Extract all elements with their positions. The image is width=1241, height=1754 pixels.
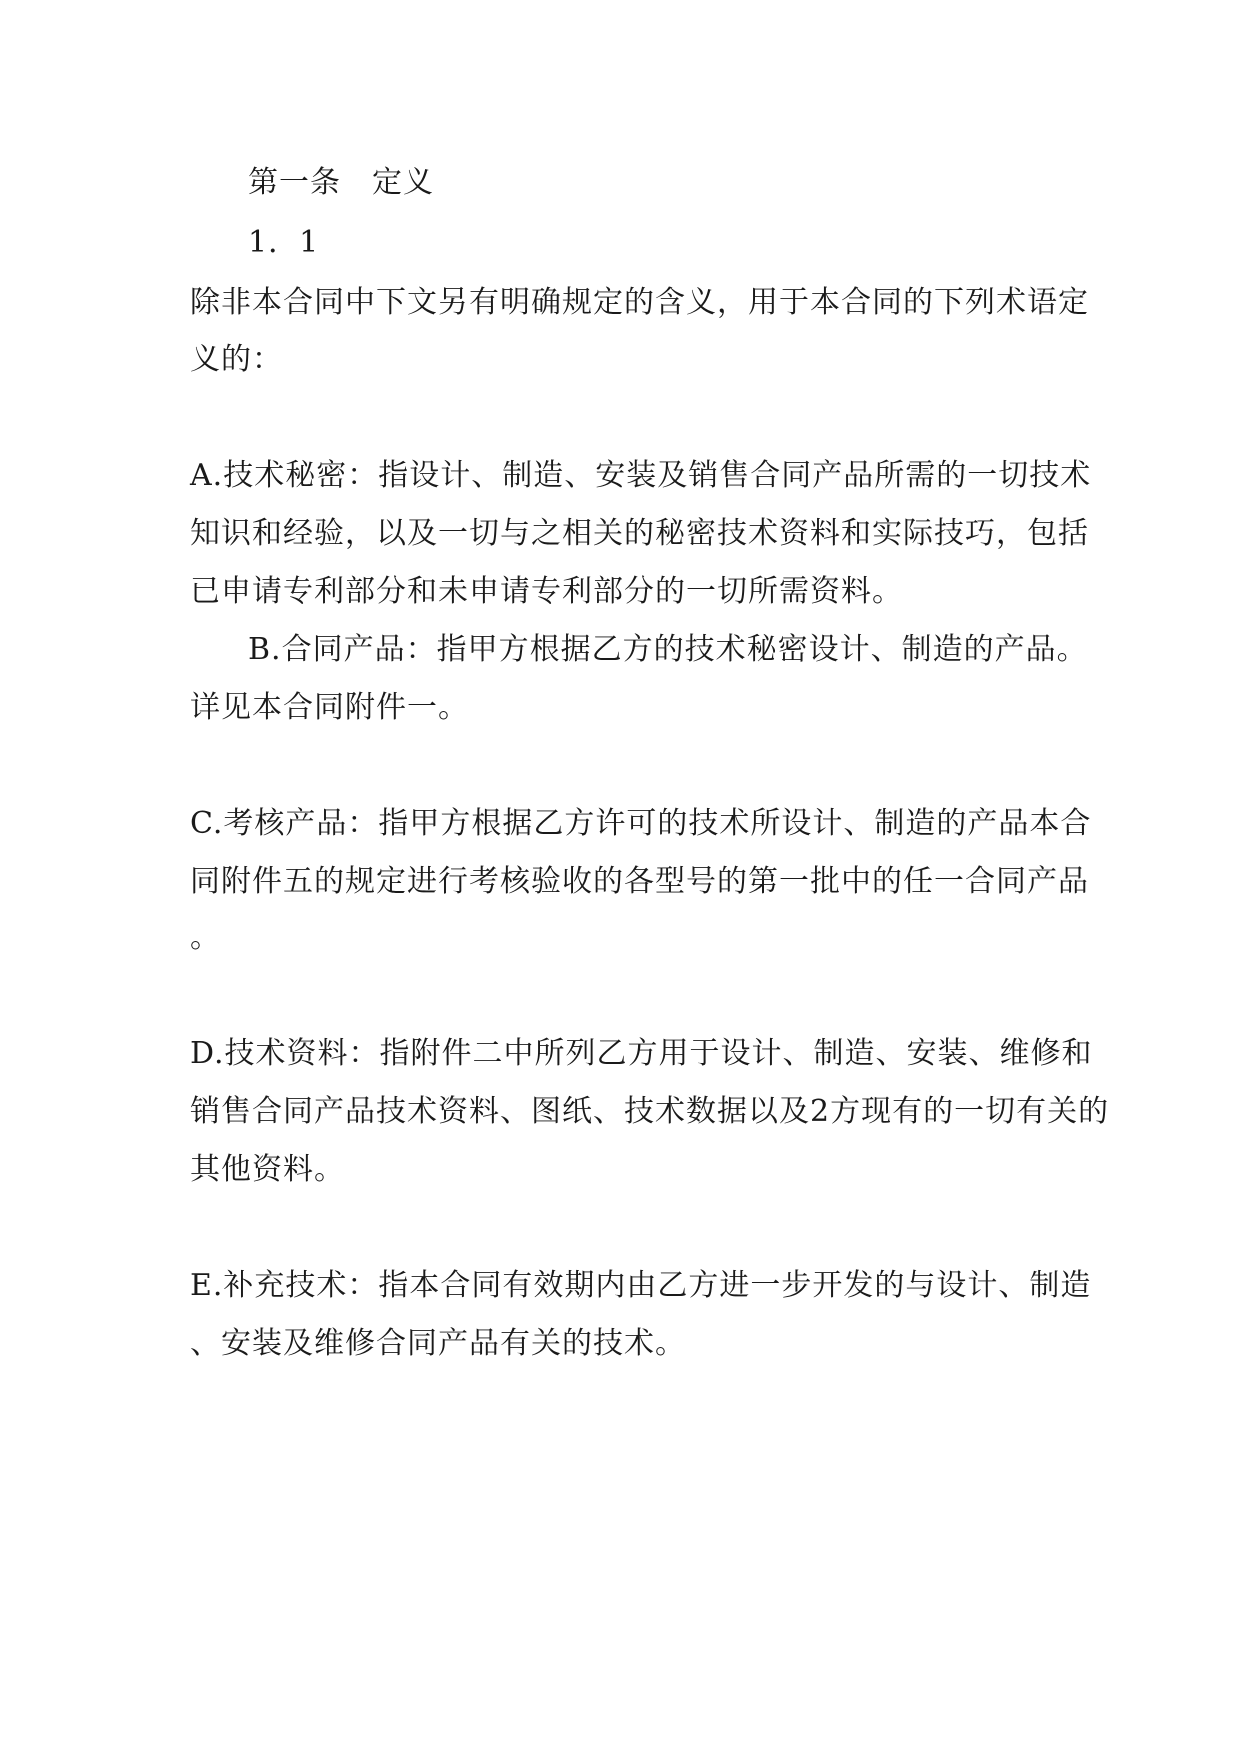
definition-d-line: D.技术资料：指附件二中所列乙方用于设计、制造、安装、维修和 bbox=[190, 1036, 1093, 1071]
definition-b-line: B.合同产品：指甲方根据乙方的技术秘密设计、制造的产品。 bbox=[248, 632, 1088, 667]
definition-b-line: 详见本合同附件一。 bbox=[190, 690, 469, 725]
definition-a-line: A.技术秘密：指设计、制造、安装及销售合同产品所需的一切技术 bbox=[190, 458, 1092, 493]
clause-number: 1．1 bbox=[248, 225, 320, 260]
definition-c-line: 。 bbox=[190, 920, 221, 955]
definition-e-line: 、安装及维修合同产品有关的技术。 bbox=[190, 1326, 686, 1361]
definition-d-line: 销售合同产品技术资料、图纸、技术数据以及2方现有的一切有关的 bbox=[190, 1094, 1110, 1129]
definition-c-line: 同附件五的规定进行考核验收的各型号的第一批中的任一合同产品 bbox=[190, 864, 1089, 899]
intro-line: 除非本合同中下文另有明确规定的含义，用于本合同的下列术语定 bbox=[190, 285, 1089, 320]
article-heading: 第一条 定义 bbox=[248, 165, 434, 200]
definition-a-line: 知识和经验，以及一切与之相关的秘密技术资料和实际技巧，包括 bbox=[190, 516, 1089, 551]
definition-d-line: 其他资料。 bbox=[190, 1152, 345, 1187]
definition-c-line: C.考核产品：指甲方根据乙方许可的技术所设计、制造的产品本合 bbox=[190, 806, 1092, 841]
intro-line: 义的： bbox=[190, 342, 283, 377]
definition-a-line: 已申请专利部分和未申请专利部分的一切所需资料。 bbox=[190, 574, 903, 609]
definition-e-line: E.补充技术：指本合同有效期内由乙方进一步开发的与设计、制造 bbox=[190, 1268, 1092, 1303]
